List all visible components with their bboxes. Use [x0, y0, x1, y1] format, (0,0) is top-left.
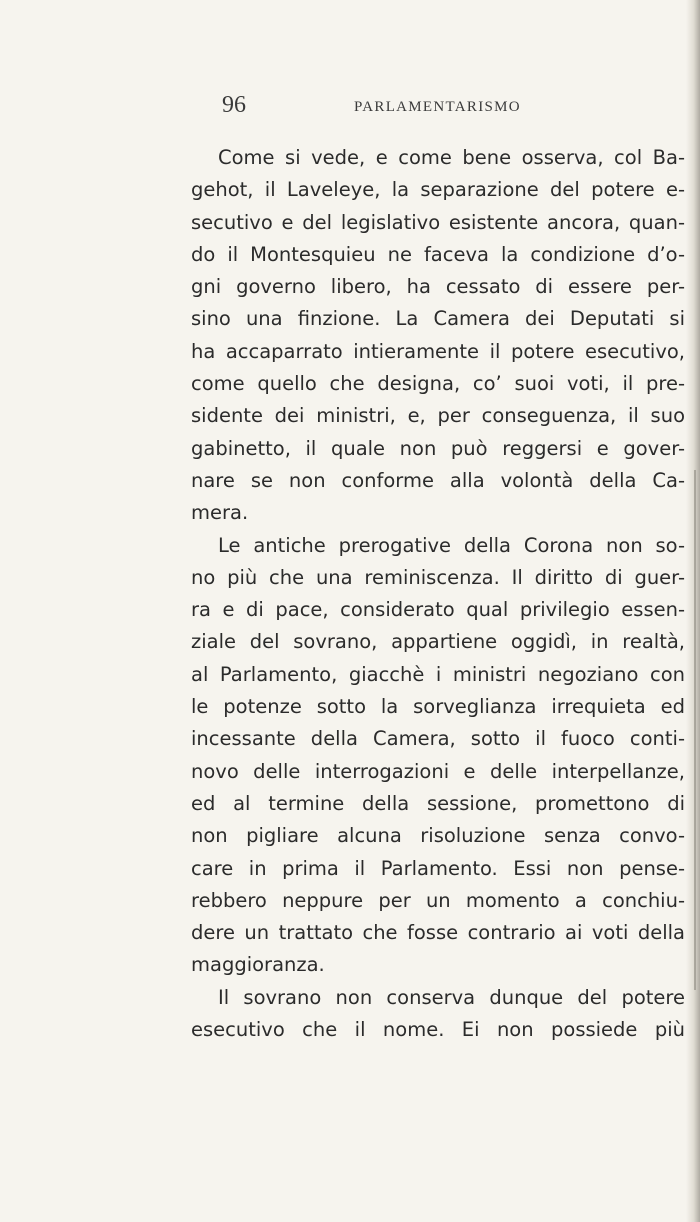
text-line: care in prima il Parlamento. Essi non pense-: [191, 856, 685, 880]
text-line: sidente dei ministri, e, per conseguenza, il suo: [191, 404, 685, 428]
paragraph: [191, 142, 685, 530]
text-line: gni governo libero, ha cessato di essere per-: [191, 275, 685, 299]
text-line: gabinetto, il quale non può reggersi e gover-: [191, 436, 685, 460]
paragraph: [191, 982, 685, 1047]
text-line: Le antiche prerogative della Corona non so-: [218, 533, 685, 557]
text-line: rebbero neppure per un momento a conchiu-: [191, 888, 685, 912]
text-line: do il Montesquieu ne faceva la condizione d’o-: [191, 242, 685, 266]
text-line: incessante della Camera, sotto il fuoco conti-: [191, 727, 685, 751]
text-line: dere un trattato che fosse contrario ai voti della: [191, 921, 685, 945]
text-line: al Parlamento, giacchè i ministri negoziano con: [191, 662, 685, 686]
paragraph: [191, 530, 685, 982]
text-line: sino una finzione. La Camera dei Deputati si: [191, 307, 685, 331]
text-line: ra e di pace, considerato qual privilegio essen-: [191, 598, 685, 622]
text-line: esecutivo che il nome. Ei non possiede più: [191, 1018, 685, 1042]
text-line: non pigliare alcuna risoluzione senza convo-: [191, 824, 685, 848]
text-line: novo delle interrogazioni e delle interpellanze,: [191, 759, 685, 783]
running-title: PARLAMENTARISMO: [354, 99, 521, 115]
text-line: ha accaparrato intieramente il potere esecutivo,: [191, 339, 685, 363]
text-line: Il sovrano non conserva dunque del potere: [218, 985, 685, 1009]
text-line: maggioranza.: [191, 953, 325, 977]
text-line: Come si vede, e come bene osserva, col Ba-: [218, 146, 685, 169]
text-line: no più che una reminiscenza. Il diritto di guer-: [191, 565, 685, 589]
text-line: nare se non conforme alla volontà della Ca-: [191, 468, 685, 492]
page-edge-shadow: [686, 0, 700, 1222]
text-line: mera.: [191, 501, 249, 525]
page-number: 96: [222, 92, 246, 118]
text-body: [191, 142, 685, 1046]
text-line: secutivo e del legislativo esistente ancora, quan-: [191, 210, 685, 234]
text-line: gehot, il Laveleye, la separazione del potere e-: [191, 178, 685, 202]
page-edge-line: [694, 470, 696, 990]
text-line: le potenze sotto la sorveglianza irrequieta ed: [191, 695, 685, 719]
text-line: come quello che designa, co’ suoi voti, il pre-: [191, 372, 685, 396]
text-line: ziale del sovrano, appartiene oggidì, in realtà,: [191, 630, 685, 654]
text-line: ed al termine della sessione, promettono di: [191, 791, 685, 815]
running-head: [222, 92, 682, 122]
